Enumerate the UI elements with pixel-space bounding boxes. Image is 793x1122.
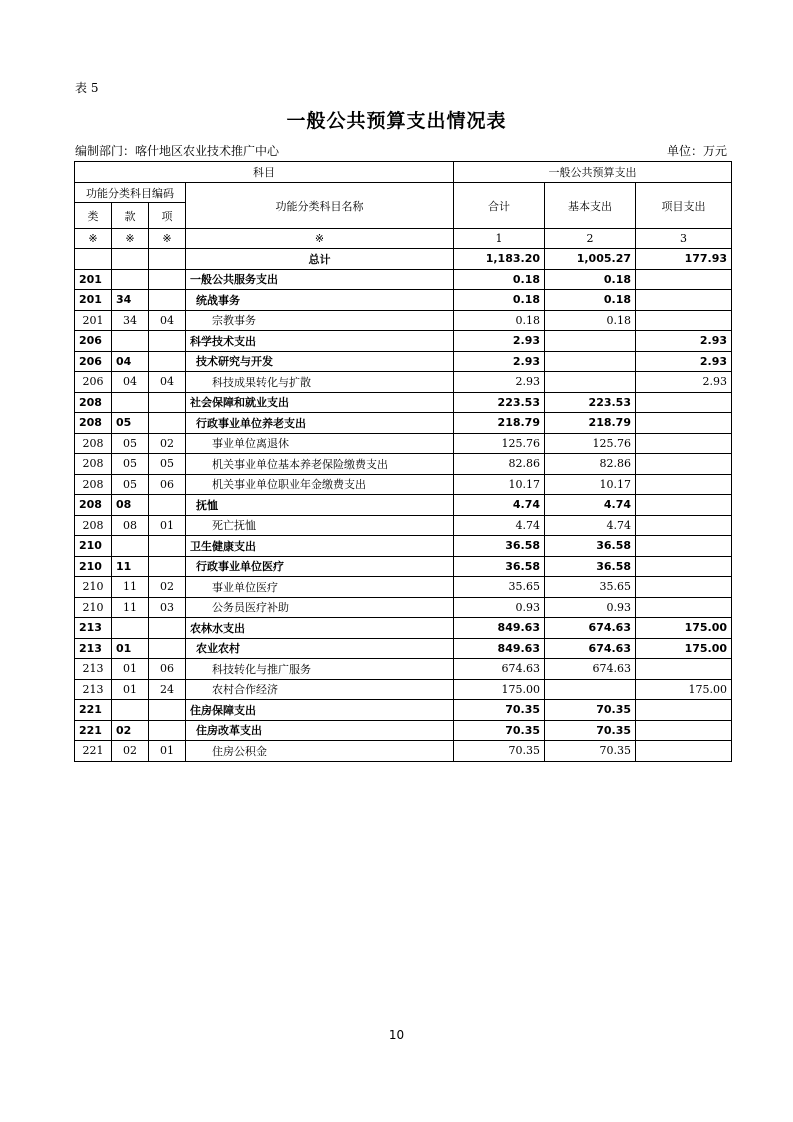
total-cell: 82.86 [454, 454, 545, 475]
xiang-cell [149, 351, 186, 372]
basic-cell: 0.18 [545, 290, 636, 311]
lei-cell: 210 [75, 536, 112, 557]
lei-cell: 221 [75, 700, 112, 721]
xiang-cell [149, 720, 186, 741]
xiang-cell: 06 [149, 659, 186, 680]
name-cell: 技术研究与开发 [186, 351, 454, 372]
total-cell: 218.79 [454, 413, 545, 434]
basic-cell: 674.63 [545, 638, 636, 659]
lei-cell: 201 [75, 310, 112, 331]
name-cell: 行政事业单位医疗 [186, 556, 454, 577]
basic-cell: 125.76 [545, 433, 636, 454]
kuan-cell [112, 618, 149, 639]
basic-column-header: 基本支出 [545, 183, 636, 229]
basic-cell: 674.63 [545, 618, 636, 639]
basic-cell: 0.93 [545, 597, 636, 618]
name-cell: 农村合作经济 [186, 679, 454, 700]
total-cell: 35.65 [454, 577, 545, 598]
project-cell [636, 556, 732, 577]
lei-cell: 213 [75, 618, 112, 639]
name-cell: 抚恤 [186, 495, 454, 516]
basic-cell: 70.35 [545, 720, 636, 741]
header-row-4 [75, 229, 732, 249]
xiang-cell: 01 [149, 515, 186, 536]
table-row [75, 433, 732, 454]
index-cell: 2 [545, 229, 636, 249]
basic-cell: 1,005.27 [545, 249, 636, 270]
project-cell: 2.93 [636, 351, 732, 372]
basic-cell: 82.86 [545, 454, 636, 475]
name-cell: 统战事务 [186, 290, 454, 311]
total-cell: 0.93 [454, 597, 545, 618]
lei-cell: 208 [75, 474, 112, 495]
name-cell: 农林水支出 [186, 618, 454, 639]
xiang-cell [149, 249, 186, 270]
table-row [75, 413, 732, 434]
xiang-cell: 06 [149, 474, 186, 495]
table-row [75, 310, 732, 331]
total-cell: 70.35 [454, 741, 545, 762]
project-cell [636, 310, 732, 331]
kuan-cell: 01 [112, 659, 149, 680]
total-cell: 674.63 [454, 659, 545, 680]
project-cell [636, 474, 732, 495]
basic-cell [545, 372, 636, 393]
lei-cell: 206 [75, 372, 112, 393]
project-column-header: 项目支出 [636, 183, 732, 229]
xiang-cell [149, 638, 186, 659]
kuan-cell: 01 [112, 679, 149, 700]
header-row-1 [75, 162, 732, 183]
table-row [75, 495, 732, 516]
table-number-label: 表 5 [75, 81, 99, 95]
total-cell: 36.58 [454, 556, 545, 577]
lei-cell: 201 [75, 269, 112, 290]
project-cell [636, 597, 732, 618]
mark-cell: ※ [149, 229, 186, 249]
total-cell: 70.35 [454, 720, 545, 741]
table-row [75, 474, 732, 495]
project-cell [636, 515, 732, 536]
table-row [75, 269, 732, 290]
name-cell: 事业单位离退休 [186, 433, 454, 454]
lei-cell: 206 [75, 351, 112, 372]
name-cell: 科技成果转化与扩散 [186, 372, 454, 393]
total-cell: 0.18 [454, 290, 545, 311]
kuan-cell: 01 [112, 638, 149, 659]
basic-cell: 36.58 [545, 556, 636, 577]
xiang-cell [149, 269, 186, 290]
table-row [75, 577, 732, 598]
basic-cell: 4.74 [545, 495, 636, 516]
kuan-cell: 04 [112, 351, 149, 372]
table-row [75, 290, 732, 311]
project-cell [636, 700, 732, 721]
total-cell: 36.58 [454, 536, 545, 557]
total-cell: 0.18 [454, 310, 545, 331]
project-cell [636, 659, 732, 680]
name-cell: 公务员医疗补助 [186, 597, 454, 618]
table-row [75, 372, 732, 393]
name-cell: 宗教事务 [186, 310, 454, 331]
xiang-cell [149, 618, 186, 639]
lei-cell: 208 [75, 495, 112, 516]
name-cell: 事业单位医疗 [186, 577, 454, 598]
lei-header: 类 [75, 203, 112, 229]
lei-cell: 208 [75, 454, 112, 475]
kuan-cell [112, 392, 149, 413]
kuan-cell [112, 269, 149, 290]
xiang-cell [149, 413, 186, 434]
project-cell [636, 413, 732, 434]
xiang-cell [149, 331, 186, 352]
table-row [75, 454, 732, 475]
project-cell: 2.93 [636, 331, 732, 352]
total-cell: 175.00 [454, 679, 545, 700]
xiang-cell: 04 [149, 372, 186, 393]
table-row [75, 741, 732, 762]
kuan-cell: 05 [112, 413, 149, 434]
project-cell [636, 454, 732, 475]
basic-cell: 674.63 [545, 659, 636, 680]
total-cell: 4.74 [454, 515, 545, 536]
name-cell: 行政事业单位养老支出 [186, 413, 454, 434]
basic-cell [545, 351, 636, 372]
name-cell: 机关事业单位职业年金缴费支出 [186, 474, 454, 495]
total-cell: 4.74 [454, 495, 545, 516]
index-cell: 1 [454, 229, 545, 249]
project-cell [636, 720, 732, 741]
basic-cell: 36.58 [545, 536, 636, 557]
project-cell [636, 392, 732, 413]
table-row [75, 720, 732, 741]
project-cell [636, 495, 732, 516]
lei-cell: 210 [75, 577, 112, 598]
page-number: 10 [388, 1028, 405, 1042]
unit-label: 单位：万元 [666, 144, 727, 158]
lei-cell: 213 [75, 679, 112, 700]
table-row [75, 700, 732, 721]
lei-cell: 208 [75, 392, 112, 413]
basic-cell: 0.18 [545, 269, 636, 290]
name-cell: 机关事业单位基本养老保险缴费支出 [186, 454, 454, 475]
name-cell: 死亡抚恤 [186, 515, 454, 536]
xiang-cell: 01 [149, 741, 186, 762]
kuan-cell: 11 [112, 597, 149, 618]
basic-cell [545, 331, 636, 352]
xiang-cell [149, 495, 186, 516]
lei-cell: 210 [75, 556, 112, 577]
budget-table [74, 161, 732, 762]
total-cell: 2.93 [454, 331, 545, 352]
kuan-cell: 04 [112, 372, 149, 393]
kuan-cell: 05 [112, 454, 149, 475]
name-cell: 科技转化与推广服务 [186, 659, 454, 680]
lei-cell: 213 [75, 638, 112, 659]
lei-cell: 206 [75, 331, 112, 352]
project-cell [636, 433, 732, 454]
kuan-cell: 08 [112, 515, 149, 536]
basic-cell: 218.79 [545, 413, 636, 434]
xiang-header: 项 [149, 203, 186, 229]
department-label: 编制部门：喀什地区农业技术推广中心 [75, 144, 280, 158]
table-row [75, 659, 732, 680]
project-cell [636, 269, 732, 290]
total-cell: 1,183.20 [454, 249, 545, 270]
total-cell: 849.63 [454, 618, 545, 639]
xiang-cell [149, 700, 186, 721]
mark-cell: ※ [75, 229, 112, 249]
project-cell [636, 577, 732, 598]
kuan-cell [112, 536, 149, 557]
total-cell: 125.76 [454, 433, 545, 454]
table-row [75, 556, 732, 577]
kuan-cell: 34 [112, 290, 149, 311]
kuan-cell: 08 [112, 495, 149, 516]
kuan-cell [112, 331, 149, 352]
lei-cell: 210 [75, 597, 112, 618]
kuan-header: 款 [112, 203, 149, 229]
total-cell: 849.63 [454, 638, 545, 659]
project-cell [636, 290, 732, 311]
kuan-cell: 34 [112, 310, 149, 331]
xiang-cell: 05 [149, 454, 186, 475]
kuan-cell: 11 [112, 556, 149, 577]
name-cell: 卫生健康支出 [186, 536, 454, 557]
header-row-2 [75, 183, 732, 203]
project-cell [636, 741, 732, 762]
table-row [75, 249, 732, 270]
total-cell: 10.17 [454, 474, 545, 495]
name-cell: 住房改革支出 [186, 720, 454, 741]
project-cell: 2.93 [636, 372, 732, 393]
table-row [75, 597, 732, 618]
project-cell: 175.00 [636, 618, 732, 639]
xiang-cell: 02 [149, 433, 186, 454]
xiang-cell [149, 556, 186, 577]
total-cell: 223.53 [454, 392, 545, 413]
total-cell: 70.35 [454, 700, 545, 721]
total-cell: 0.18 [454, 269, 545, 290]
name-cell: 住房公积金 [186, 741, 454, 762]
kuan-cell: 02 [112, 720, 149, 741]
xiang-cell: 04 [149, 310, 186, 331]
kuan-cell: 05 [112, 474, 149, 495]
kuan-cell: 11 [112, 577, 149, 598]
table-row [75, 392, 732, 413]
page-title: 一般公共预算支出情况表 [286, 110, 507, 132]
name-cell: 住房保障支出 [186, 700, 454, 721]
xiang-cell: 03 [149, 597, 186, 618]
table-row [75, 536, 732, 557]
total-cell: 2.93 [454, 351, 545, 372]
table-row [75, 351, 732, 372]
table-row [75, 618, 732, 639]
xiang-cell: 02 [149, 577, 186, 598]
budget-table-body [75, 162, 732, 762]
name-column-header: 功能分类科目名称 [186, 183, 454, 229]
xiang-cell: 24 [149, 679, 186, 700]
name-cell: 科学技术支出 [186, 331, 454, 352]
kuan-cell [112, 700, 149, 721]
xiang-cell [149, 536, 186, 557]
basic-cell: 10.17 [545, 474, 636, 495]
kuan-cell [112, 249, 149, 270]
name-cell: 一般公共服务支出 [186, 269, 454, 290]
lei-cell: 208 [75, 433, 112, 454]
budget-group-header: 一般公共预算支出 [454, 162, 732, 183]
basic-cell: 0.18 [545, 310, 636, 331]
kuan-cell: 02 [112, 741, 149, 762]
table-row [75, 679, 732, 700]
name-cell: 社会保障和就业支出 [186, 392, 454, 413]
basic-cell [545, 679, 636, 700]
total-cell: 2.93 [454, 372, 545, 393]
lei-cell: 213 [75, 659, 112, 680]
project-cell: 177.93 [636, 249, 732, 270]
xiang-cell [149, 392, 186, 413]
basic-cell: 70.35 [545, 741, 636, 762]
project-cell: 175.00 [636, 638, 732, 659]
lei-cell: 201 [75, 290, 112, 311]
kuan-cell: 05 [112, 433, 149, 454]
name-cell: 总计 [186, 249, 454, 270]
table-row [75, 331, 732, 352]
lei-cell [75, 249, 112, 270]
index-cell: 3 [636, 229, 732, 249]
lei-cell: 221 [75, 720, 112, 741]
project-cell: 175.00 [636, 679, 732, 700]
basic-cell: 35.65 [545, 577, 636, 598]
name-cell: 农业农村 [186, 638, 454, 659]
code-group-header: 功能分类科目编码 [75, 183, 186, 203]
table-row [75, 515, 732, 536]
basic-cell: 70.35 [545, 700, 636, 721]
mark-cell: ※ [112, 229, 149, 249]
lei-cell: 221 [75, 741, 112, 762]
basic-cell: 4.74 [545, 515, 636, 536]
xiang-cell [149, 290, 186, 311]
total-column-header: 合计 [454, 183, 545, 229]
subject-header: 科目 [75, 162, 454, 183]
project-cell [636, 536, 732, 557]
table-row [75, 638, 732, 659]
lei-cell: 208 [75, 413, 112, 434]
basic-cell: 223.53 [545, 392, 636, 413]
lei-cell: 208 [75, 515, 112, 536]
mark-cell: ※ [186, 229, 454, 249]
